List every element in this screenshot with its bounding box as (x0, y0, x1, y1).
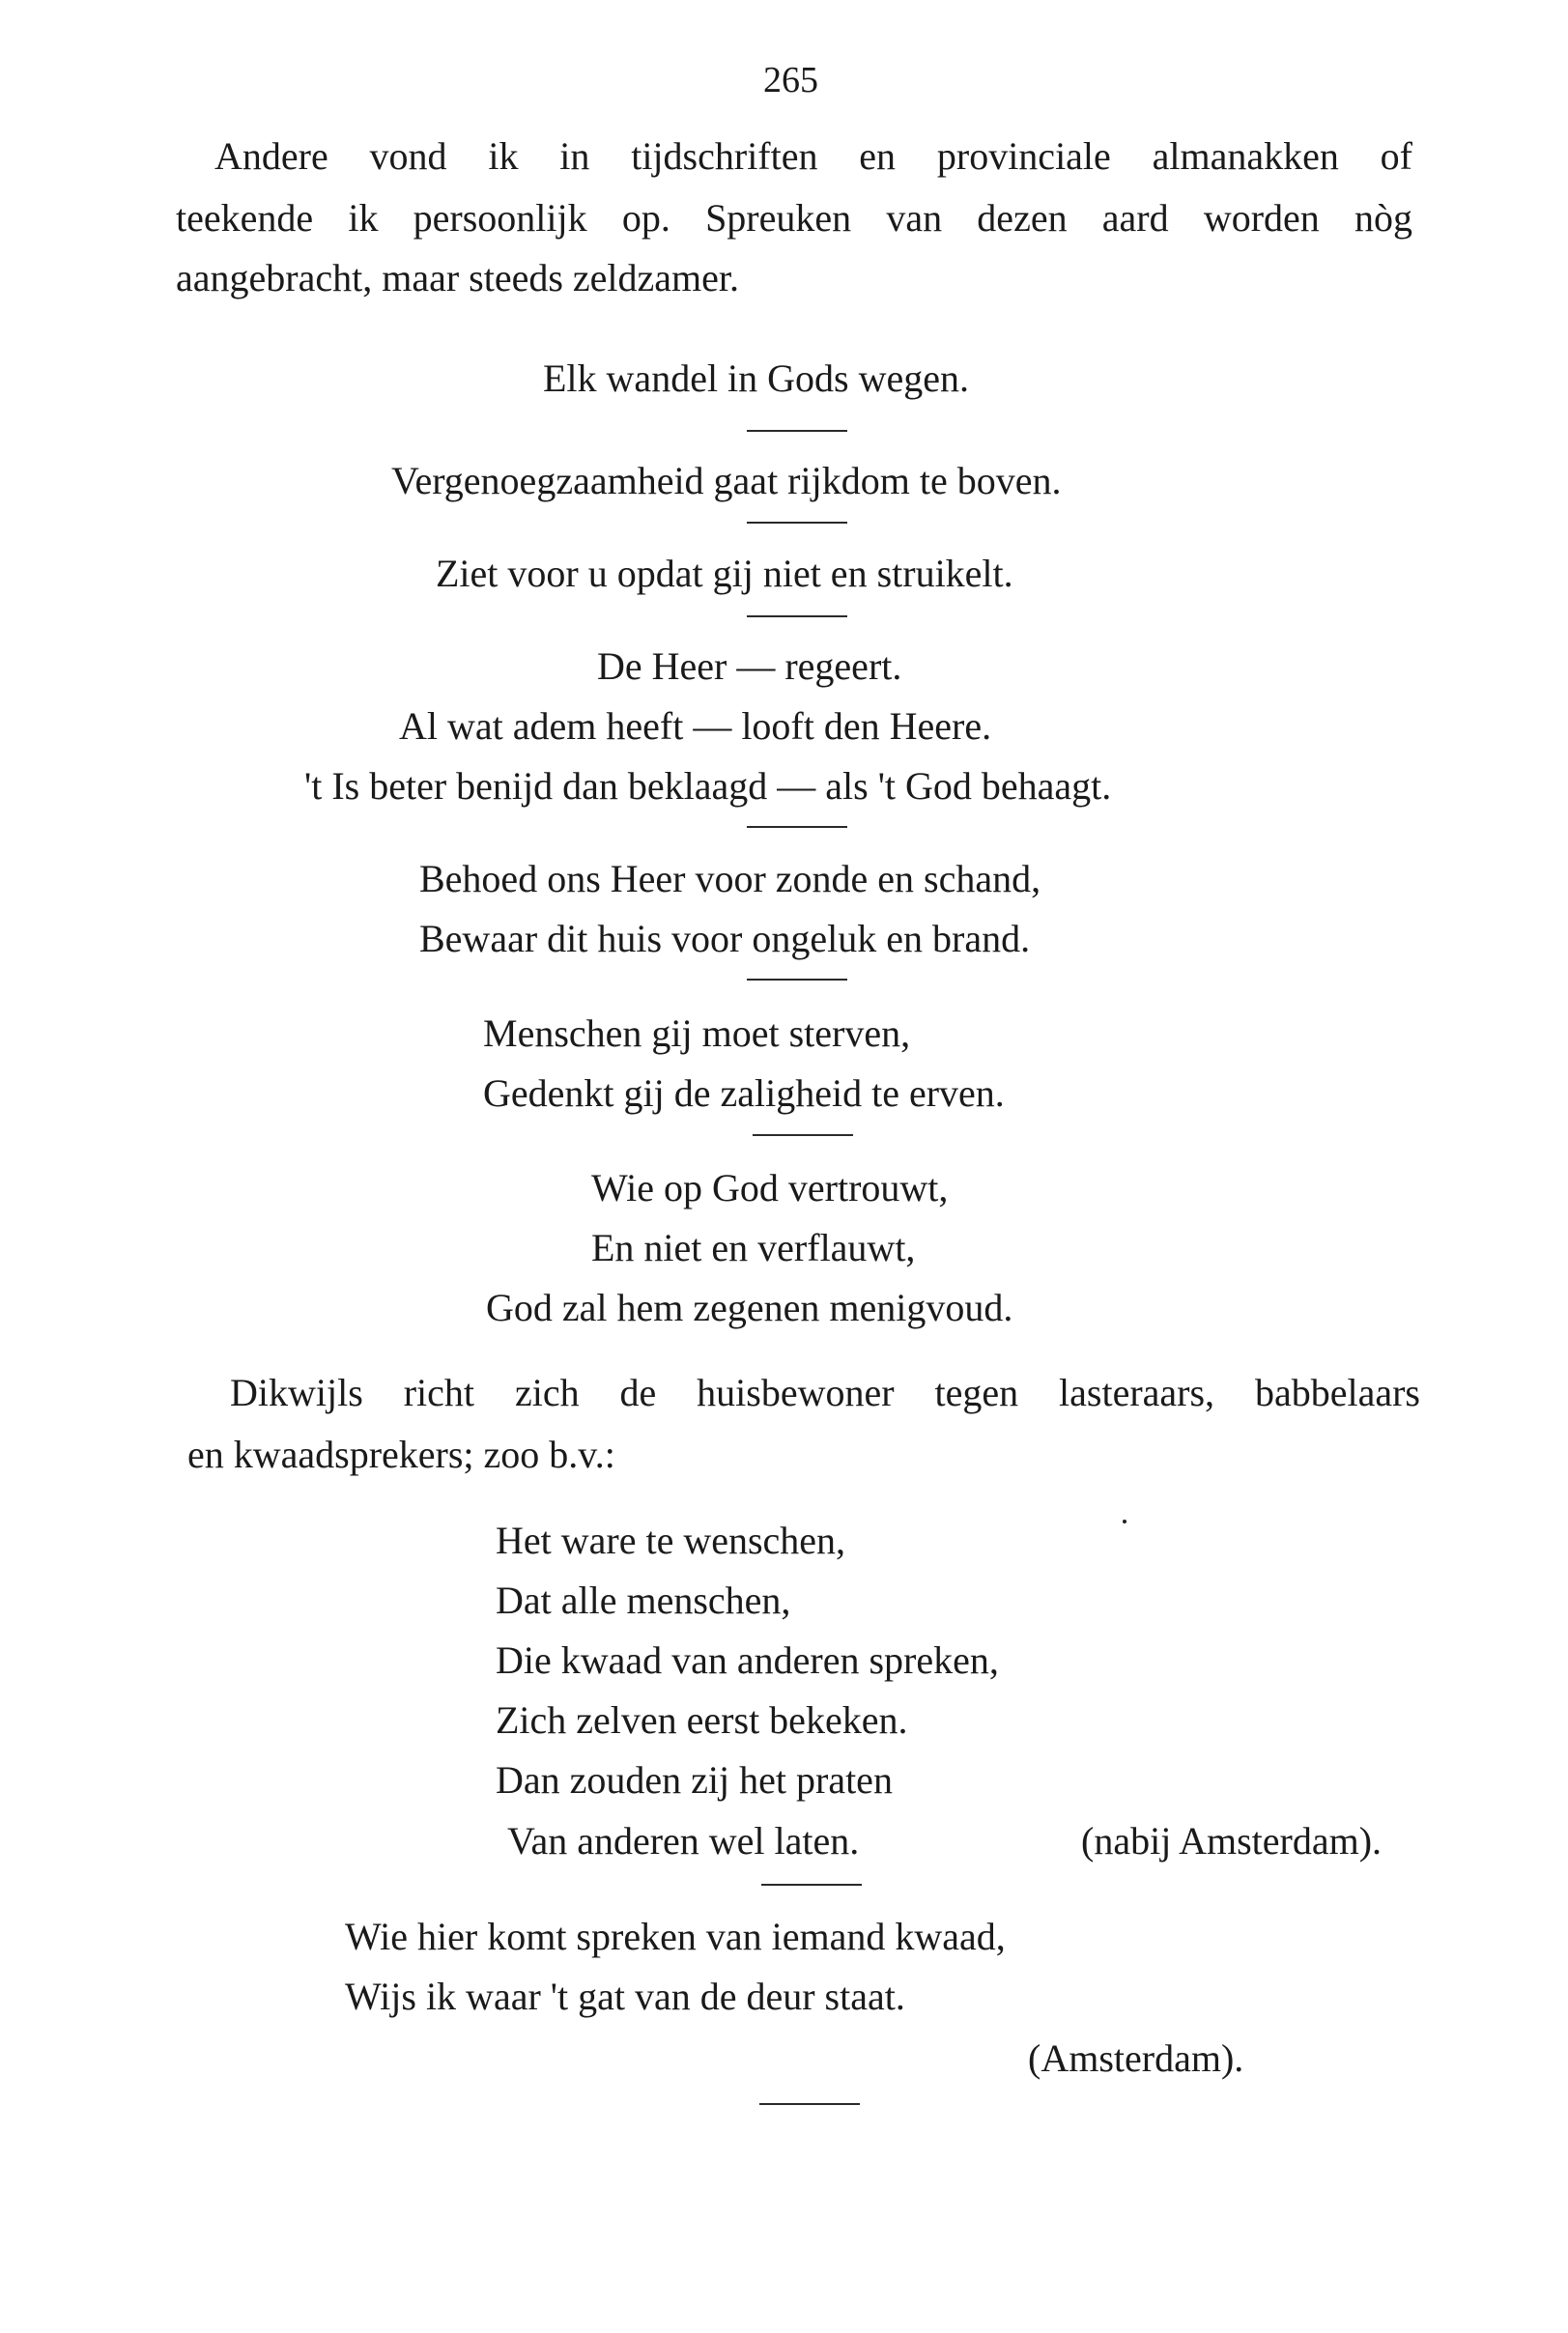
saying-3: Ziet voor u opdat gij niet en struikelt. (436, 552, 1013, 595)
separator-rule (747, 979, 847, 981)
intro-line-3: aangebracht, maar steeds zeldzamer. (176, 256, 740, 299)
saying-4-line-3: 't Is beter benijd dan beklaagd — als 't God behaagt. (304, 764, 1112, 808)
separator-rule (747, 430, 847, 432)
separator-rule (759, 2103, 860, 2105)
separator-rule (747, 826, 847, 828)
poem-2-line-2: Wijs ik waar 't gat van de deur staat. (345, 1975, 905, 2018)
separator-rule (753, 1134, 853, 1136)
print-speck (1123, 1520, 1126, 1523)
poem-2-source: (Amsterdam). (1028, 2036, 1244, 2080)
saying-4-line-1: De Heer — regeert. (597, 644, 902, 688)
separator-rule (747, 615, 847, 617)
poem-1-line-2: Dat alle menschen, (496, 1579, 791, 1622)
poem-2-line-1: Wie hier komt spreken van iemand kwaad, (345, 1915, 1006, 1958)
saying-4-line-2: Al wat adem heeft — looft den Heere. (399, 704, 992, 748)
separator-rule (747, 522, 847, 524)
saying-2: Vergenoegzaamheid gaat rijkdom te boven. (391, 459, 1062, 502)
saying-5-line-2: Bewaar dit huis voor ongeluk en brand. (419, 917, 1031, 960)
poem-1-line-5: Dan zouden zij het praten (496, 1758, 893, 1802)
middle-line-1: Dikwijls richt zich de huisbewoner tegen lasteraars, babbelaars (230, 1371, 1420, 1414)
saying-7-line-1: Wie op God vertrouwt, (591, 1166, 949, 1209)
saying-1: Elk wandel in Gods wegen. (543, 356, 970, 400)
poem-1-line-3: Die kwaad van anderen spreken, (496, 1638, 999, 1682)
page-number: 265 (763, 60, 818, 100)
saying-7-line-2: En niet en verflauwt, (591, 1226, 916, 1269)
saying-6-line-2: Gedenkt gij de zaligheid te erven. (483, 1071, 1005, 1115)
poem-1-line-6: Van anderen wel laten. (507, 1819, 860, 1863)
intro-line-2: teekende ik persoonlijk op. Spreuken van dezen aard worden nòg (176, 196, 1412, 240)
middle-line-2: en kwaadsprekers; zoo b.v.: (187, 1433, 615, 1476)
separator-rule (761, 1884, 862, 1886)
poem-1-line-4: Zich zelven eerst bekeken. (496, 1698, 908, 1742)
saying-5-line-1: Behoed ons Heer voor zonde en schand, (419, 857, 1041, 900)
saying-7-line-3: God zal hem zegenen menigvoud. (486, 1286, 1013, 1329)
poem-1-source: (nabij Amsterdam). (1081, 1819, 1383, 1863)
poem-1-line-1: Het ware te wenschen, (496, 1519, 846, 1562)
saying-6-line-1: Menschen gij moet sterven, (483, 1011, 911, 1055)
intro-line-1: Andere vond ik in tijdschriften en provinciale almanakken of (214, 134, 1412, 178)
